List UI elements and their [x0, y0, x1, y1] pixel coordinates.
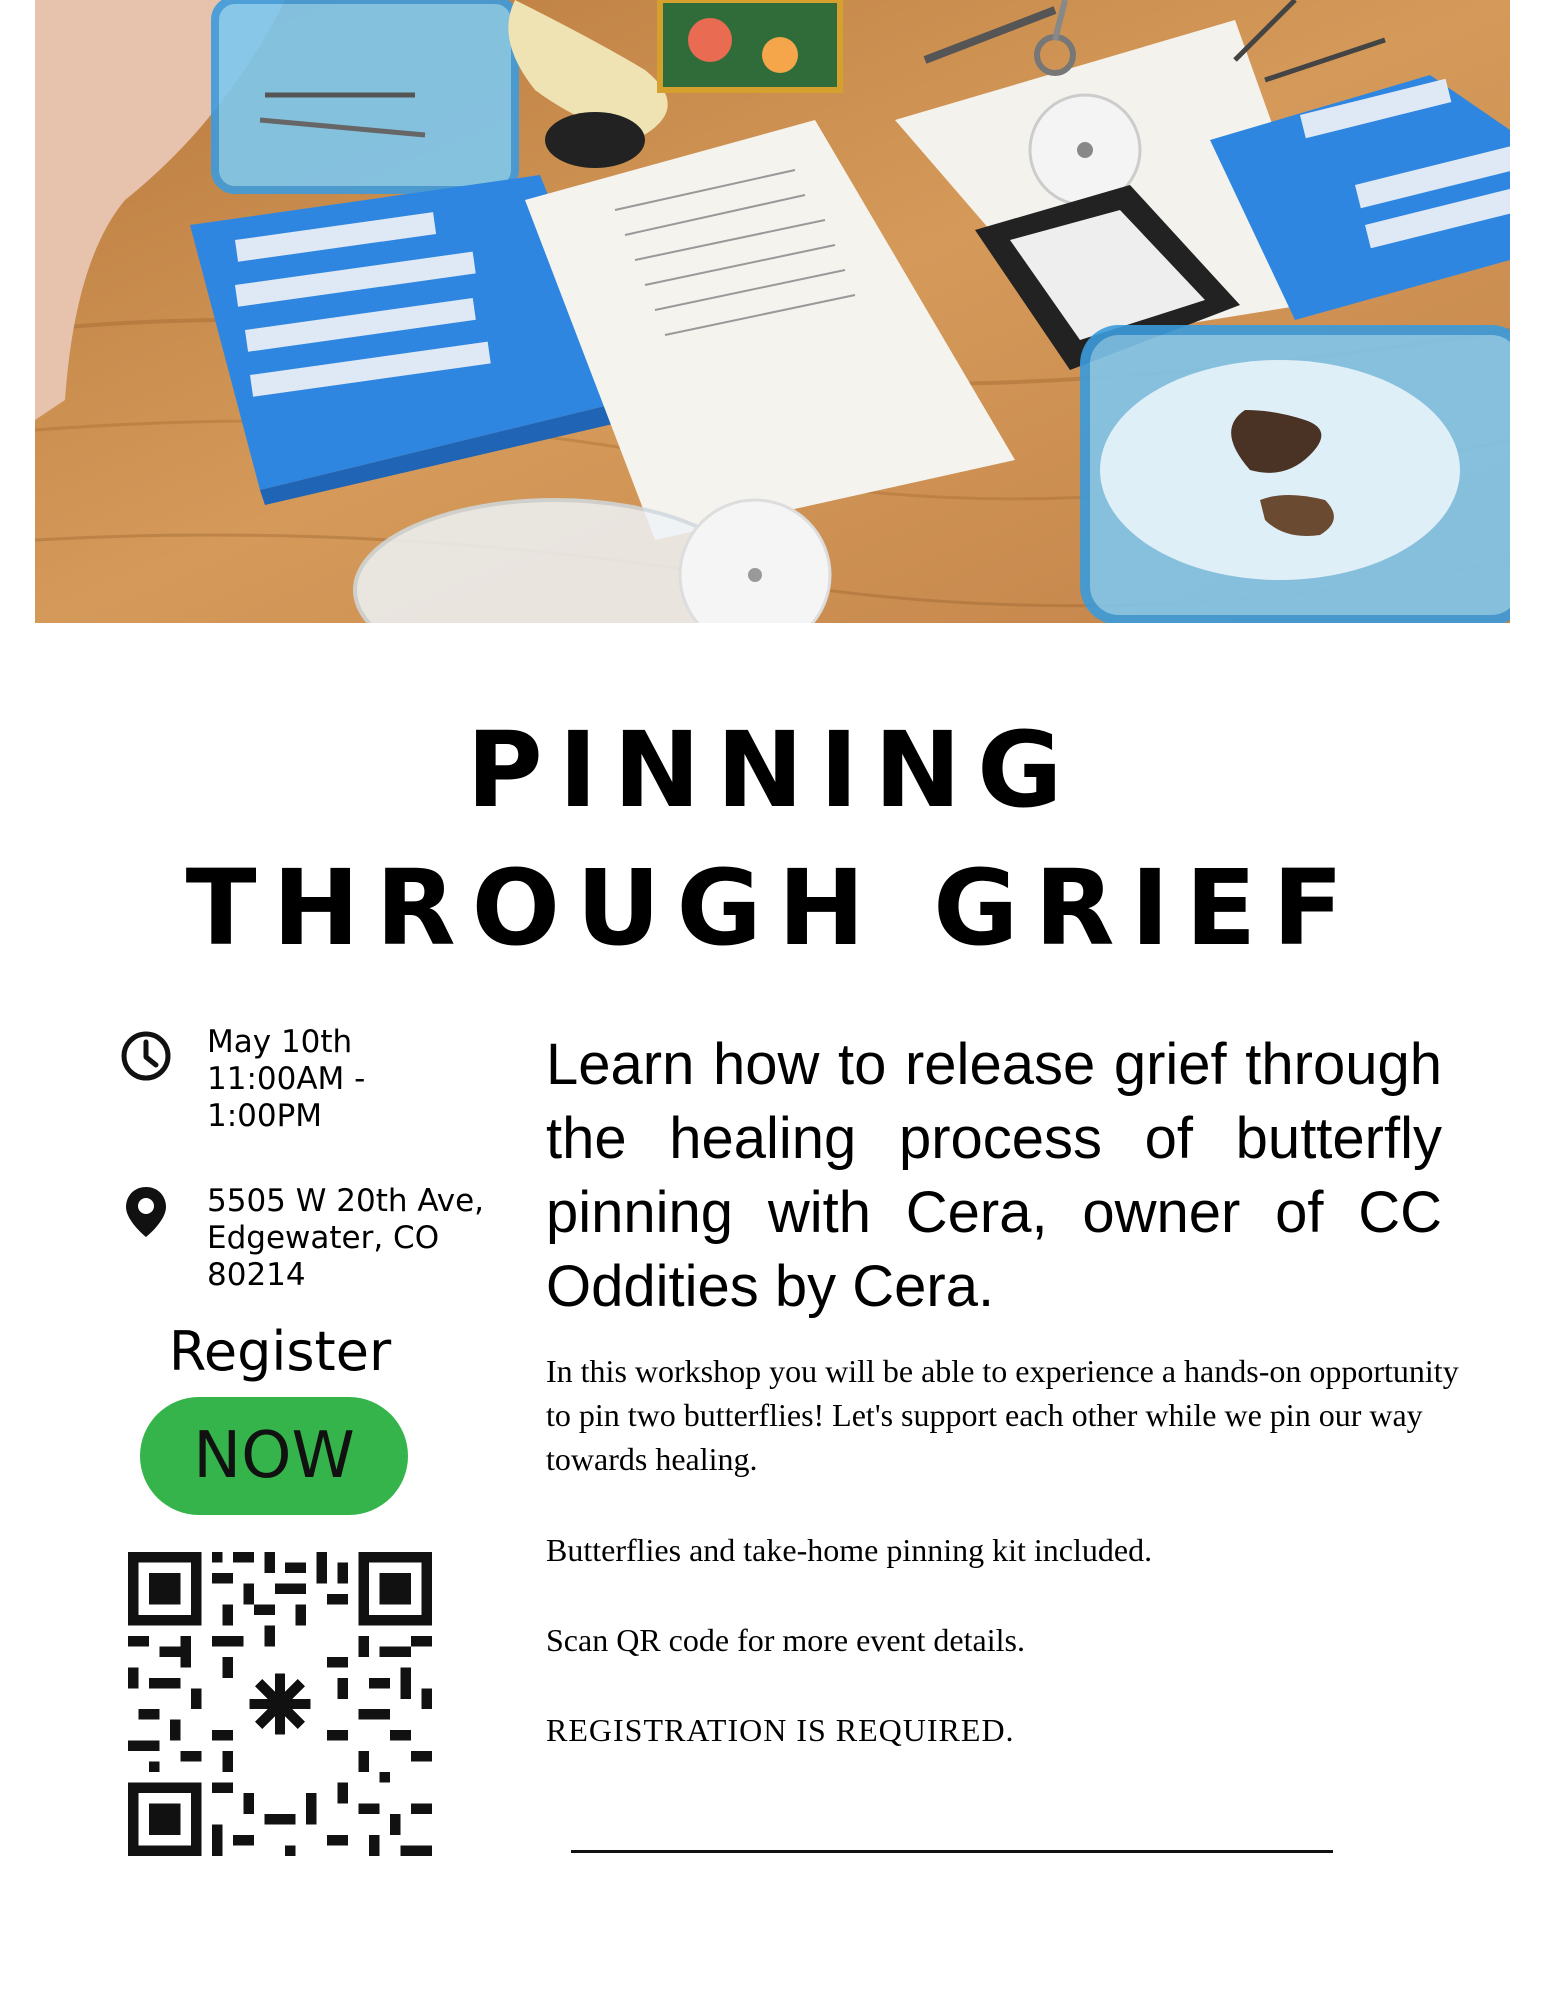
- event-location-text: 5505 W 20th Ave, Edgewater, CO 80214: [207, 1183, 485, 1293]
- event-time-text: May 10th 11:00AM - 1:00PM: [207, 1024, 366, 1134]
- workshop-description: In this workshop you will be able to experience a hands-on opportunity to pin two butterflies! Let's support each other while we pin our way towards healing.: [546, 1353, 1459, 1477]
- clock-icon: [118, 1028, 174, 1084]
- registration-required-note: REGISTRATION IS REQUIRED.: [546, 1712, 1015, 1748]
- event-time: [118, 1024, 365, 1135]
- kit-included-note: Butterflies and take-home pinning kit included.: [546, 1532, 1153, 1568]
- map-pin-icon: [118, 1183, 174, 1239]
- event-location: [118, 1183, 484, 1294]
- workshop-photo: [35, 0, 1510, 623]
- register-now-button[interactable]: NOW: [140, 1397, 408, 1515]
- qr-instruction: Scan QR code for more event details.: [546, 1622, 1025, 1658]
- lead-paragraph: Learn how to release grief through the healing process of butterfly pinning with Cera, owner of CC Oddities by Cera.: [546, 1032, 1442, 1319]
- title-line-2: THROUGH GRIEF: [185, 847, 1360, 969]
- qr-code[interactable]: [128, 1552, 432, 1856]
- divider-line: [571, 1850, 1333, 1853]
- title-line-1: PINNING: [466, 709, 1079, 831]
- register-label: Register: [168, 1320, 392, 1383]
